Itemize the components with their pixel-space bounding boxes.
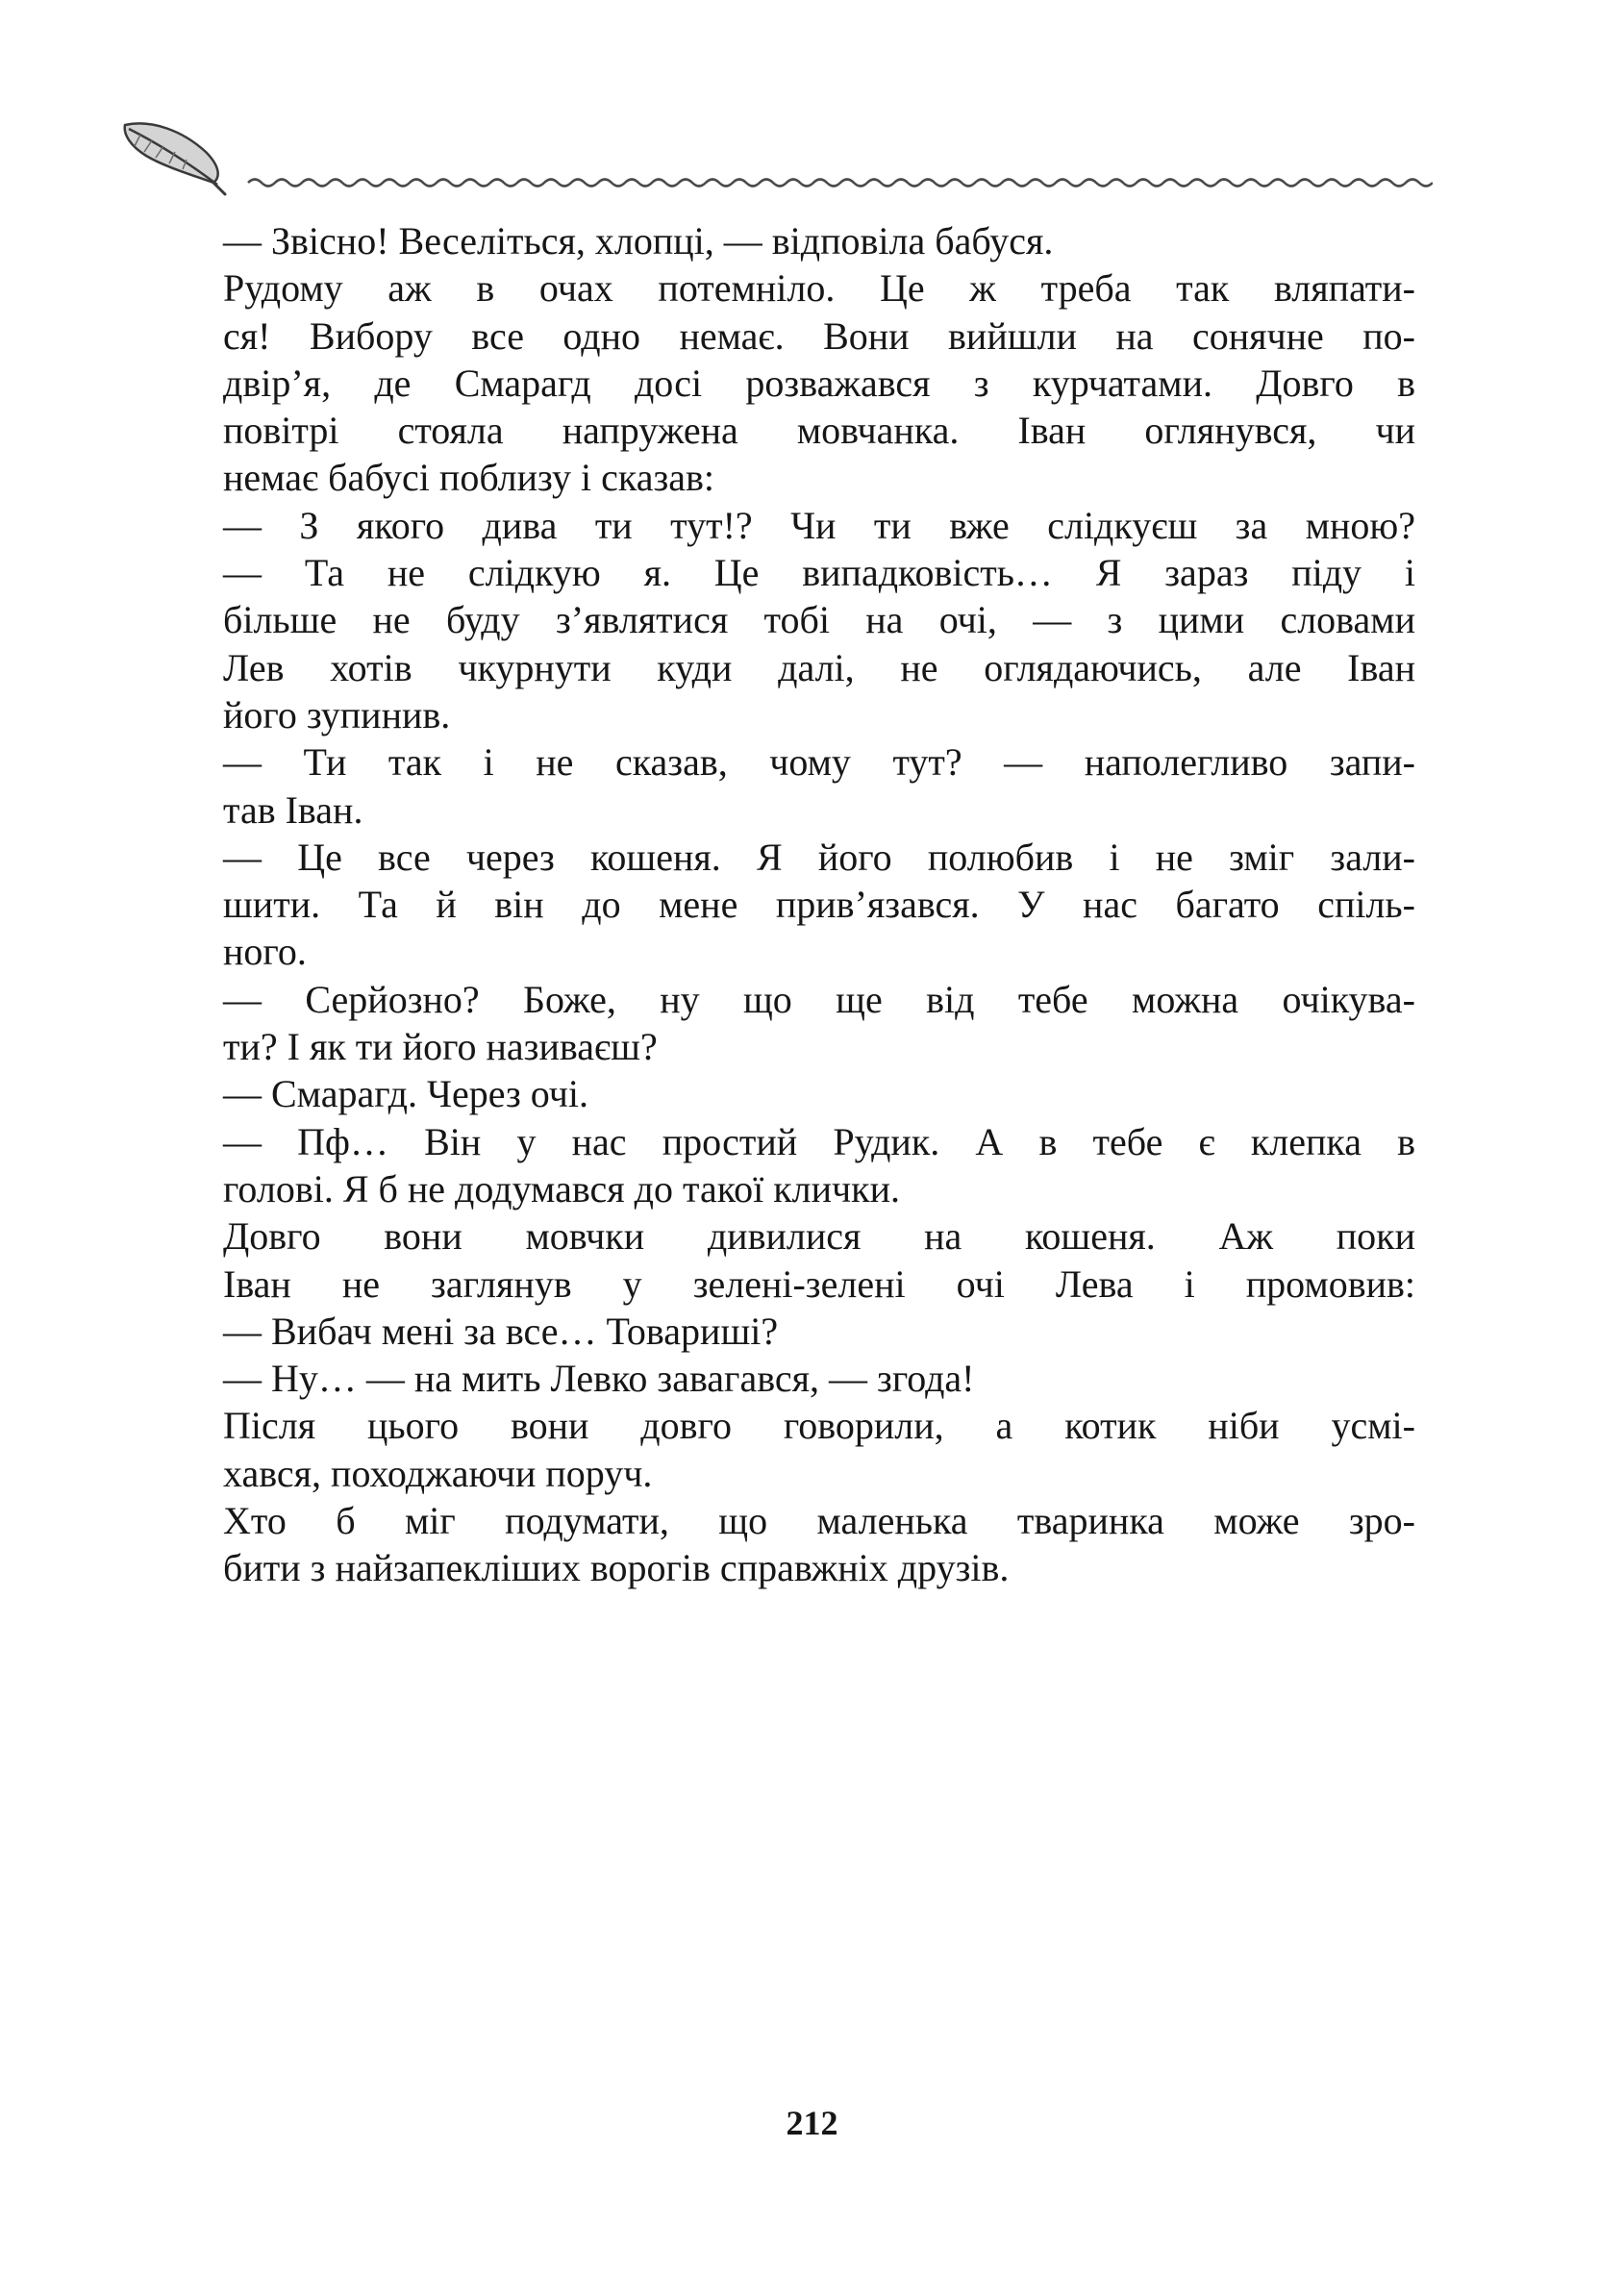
text-line: — Смарагд. Через очі.	[223, 1072, 588, 1116]
header-ornament	[113, 113, 1433, 206]
text-line: Довго вони мовчки дивилися на кошеня. Аж поки	[223, 1214, 1415, 1259]
text-line: хався, походжаючи поруч.	[223, 1451, 653, 1495]
page-number: 212	[786, 2104, 838, 2142]
text-line: — Вибач мені за все… Товариші?	[223, 1309, 779, 1353]
text-line: — Та не слідкую я. Це випадковість… Я зараз піду і	[223, 551, 1415, 595]
text-line: ти? І як ти його називаєш?	[223, 1025, 658, 1069]
text-line: — Звісно! Веселіться, хлопці, — відповіла бабуся.	[223, 219, 1054, 262]
text-line: — Ти так і не сказав, чому тут? — наполегливо запи-	[223, 740, 1415, 785]
text-line: ного.	[223, 930, 307, 974]
text-line: — З якого дива ти тут!? Чи ти вже слідкуєш за мною?	[223, 503, 1415, 547]
text-line: Після цього вони довго говорили, а котик ніби усмі-	[223, 1404, 1415, 1448]
text-line: Лев хотів чкурнути куди далі, не оглядаючись, але Іван	[223, 645, 1415, 689]
text-line: — Пф… Він у нас простий Рудик. А в тебе є клепка в	[223, 1119, 1415, 1163]
text-line: більше не буду з’являтися тобі на очі, — з цими словами	[223, 598, 1415, 642]
text-line: його зупинив.	[223, 692, 451, 737]
text-line: тав Іван.	[223, 787, 363, 832]
text-line: — Це все через кошеня. Я його полюбив і не зміг зали-	[223, 835, 1415, 879]
text-line: бити з найзапекліших ворогів справжніх друзів.	[223, 1546, 1010, 1590]
text-line: Хто б міг подумати, що маленька тваринка може зро-	[223, 1499, 1415, 1543]
text-line: повітрі стояла напружена мовчанка. Іван оглянувся, чи	[223, 409, 1415, 453]
text-line: Рудому аж в очах потемніло. Це ж треба так вляпати-	[223, 266, 1415, 311]
text-line: ся! Вибору все одно немає. Вони вийшли на сонячне по-	[223, 313, 1415, 358]
text-line: двір’я, де Смарагд досі розважався з курчатами. Довго в	[223, 361, 1415, 405]
text-line: голові. Я б не додумався до такої клички.	[223, 1166, 901, 1211]
text-line: — Ну… — на мить Левко завагався, — згода!	[223, 1357, 975, 1401]
wavy-divider	[248, 180, 1433, 187]
feather-quill-icon	[125, 123, 225, 194]
text-line: шити. Та й він до мене прив’язався. У нас багато спіль-	[223, 883, 1415, 927]
text-line: — Серйозно? Боже, ну що ще від тебе можна очікува-	[223, 977, 1415, 1021]
text-line: немає бабусі поблизу і сказав:	[223, 456, 715, 500]
body-text	[223, 217, 1415, 1592]
text-line: Іван не заглянув у зелені-зелені очі Лева і промовив:	[223, 1261, 1415, 1306]
